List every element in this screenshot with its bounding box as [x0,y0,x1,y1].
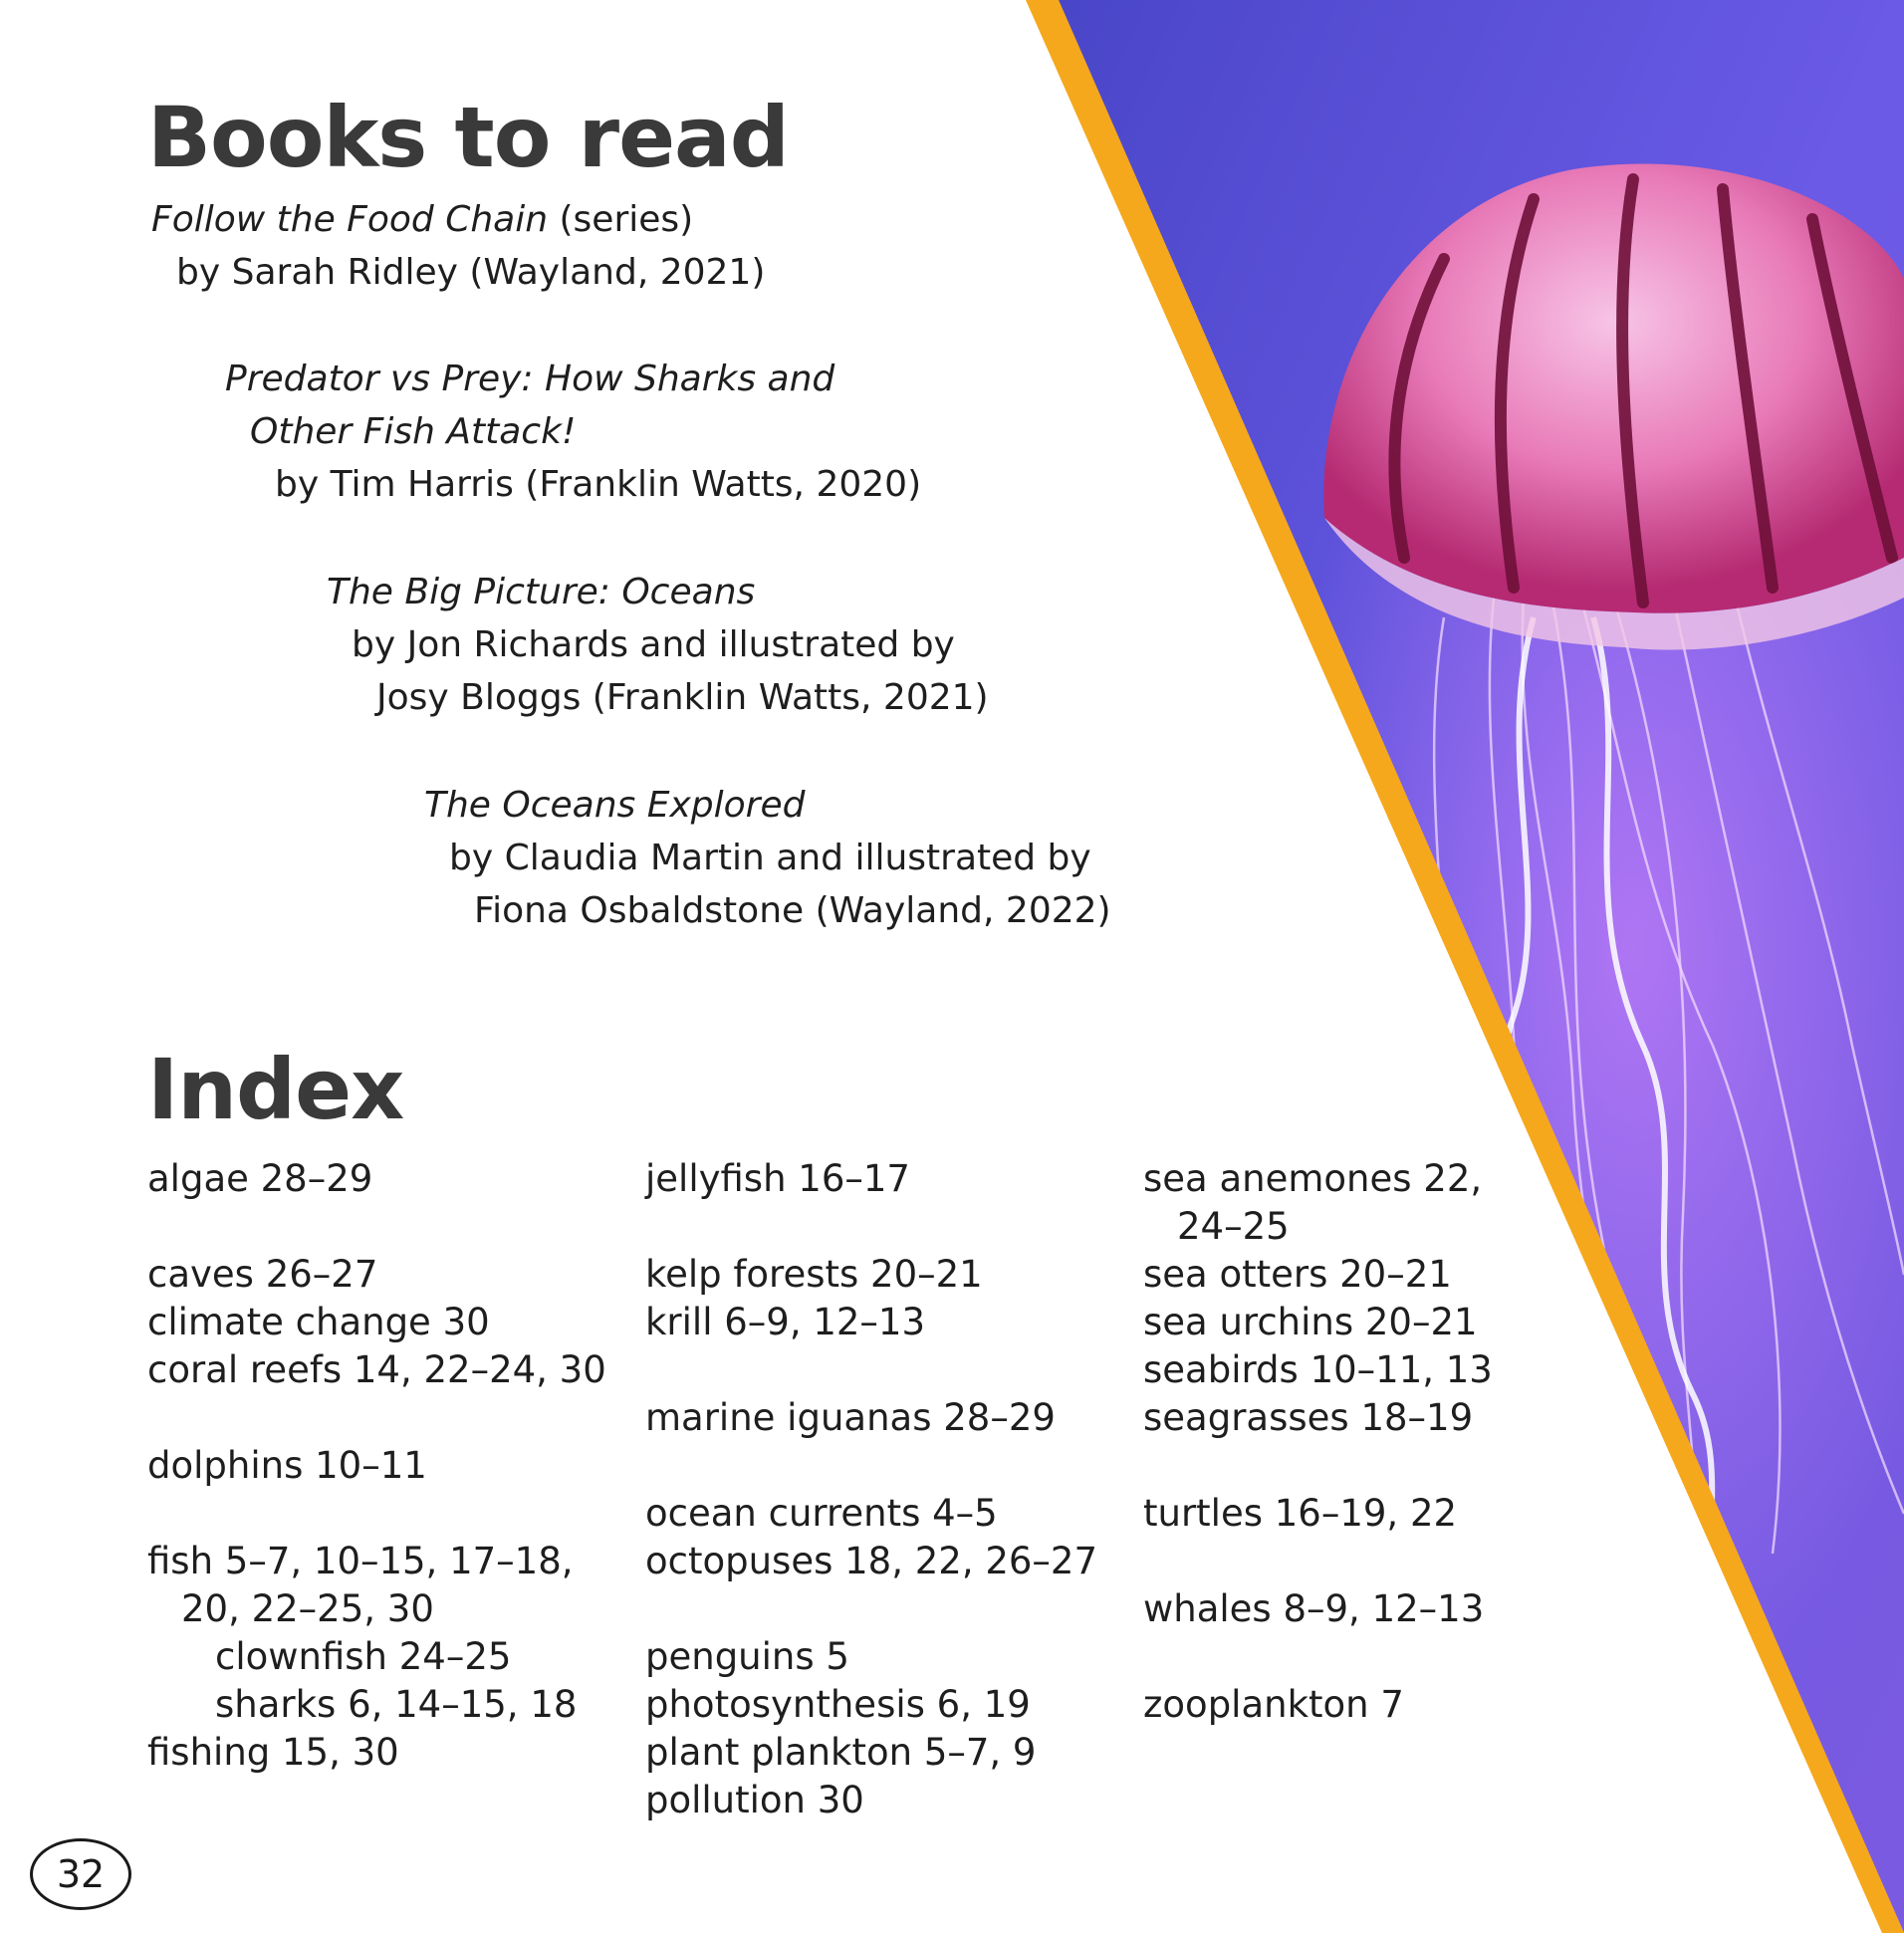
book-author: by Tim Harris (Franklin Watts, 2020) [275,464,922,505]
index-entry: seagrasses 18–19 [1143,1396,1474,1439]
index-subentry: sharks 6, 14–15, 18 [215,1683,578,1726]
index-spacer [147,1490,606,1538]
book-title: The Big Picture: Oceans [327,572,756,612]
index-entry: photosynthesis 6, 19 [645,1683,1031,1726]
index-entry: penguins 5 [645,1635,849,1678]
book-title: The Oceans Explored [424,785,806,826]
index-spacer [1143,1633,1493,1681]
index-entry: dolphins 10–11 [147,1444,427,1487]
index-entry: seabirds 10–11, 13 [1143,1348,1493,1391]
index-entry: octopuses 18, 22, 26–27 [645,1540,1098,1582]
index-entry: turtles 16–19, 22 [1143,1492,1458,1535]
book-title: Follow the Food Chain [151,199,549,240]
index-entry: zooplankton 7 [1143,1683,1404,1726]
index-subentry: clownfish 24–25 [215,1635,512,1678]
index-entry: sea otters 20–21 [1143,1253,1452,1296]
book-entry [424,779,1111,937]
book-title: Predator vs Prey: How Sharks and [225,359,835,399]
index-spacer [645,1442,1097,1490]
book-entry [151,193,765,299]
index-spacer [1143,1538,1493,1585]
index-entry: whales 8–9, 12–13 [1143,1587,1485,1630]
book-author: by Jon Richards and illustrated by [352,624,955,665]
index-entry: ocean currents 4–5 [645,1492,998,1535]
index-entry: 20, 22–25, 30 [181,1587,434,1630]
book-entry [225,353,921,511]
book-author: by Claudia Martin and illustrated by [449,838,1091,878]
index-spacer [645,1203,1097,1251]
index-entry: plant plankton 5–7, 9 [645,1731,1037,1774]
index-column [147,1155,606,1777]
index-entry: kelp forests 20–21 [645,1253,983,1296]
index-entry: krill 6–9, 12–13 [645,1301,926,1343]
books-to-read-heading: Books to read [147,89,789,186]
index-entry: pollution 30 [645,1779,864,1821]
index-spacer [1143,1442,1493,1490]
index-column [645,1155,1097,1824]
index-entry: fish 5–7, 10–15, 17–18, [147,1540,574,1582]
index-entry: jellyfish 16–17 [645,1157,910,1200]
book-illustrator: Josy Bloggs (Franklin Watts, 2021) [376,677,989,718]
index-entry: marine iguanas 28–29 [645,1396,1056,1439]
index-entry: sea anemones 22, [1143,1157,1483,1200]
index-spacer [645,1346,1097,1394]
book-illustrator: Fiona Osbaldstone (Wayland, 2022) [474,890,1111,931]
index-spacer [147,1394,606,1442]
book-entry [327,566,989,724]
index-entry: sea urchins 20–21 [1143,1301,1478,1343]
index-entry: climate change 30 [147,1301,490,1343]
index-spacer [147,1203,606,1251]
index-entry: caves 26–27 [147,1253,378,1296]
index-entry: coral reefs 14, 22–24, 30 [147,1348,606,1391]
book-author: by Sarah Ridley (Wayland, 2021) [176,252,766,293]
book-series-note: (series) [548,199,694,240]
index-entry: 24–25 [1177,1205,1290,1248]
index-spacer [645,1585,1097,1633]
index-heading: Index [147,1041,404,1138]
index-column [1143,1155,1493,1729]
page-number: 32 [30,1838,131,1910]
book-title-continued: Other Fish Attack! [250,411,577,452]
index-entry: fishing 15, 30 [147,1731,399,1774]
index-entry: algae 28–29 [147,1157,373,1200]
